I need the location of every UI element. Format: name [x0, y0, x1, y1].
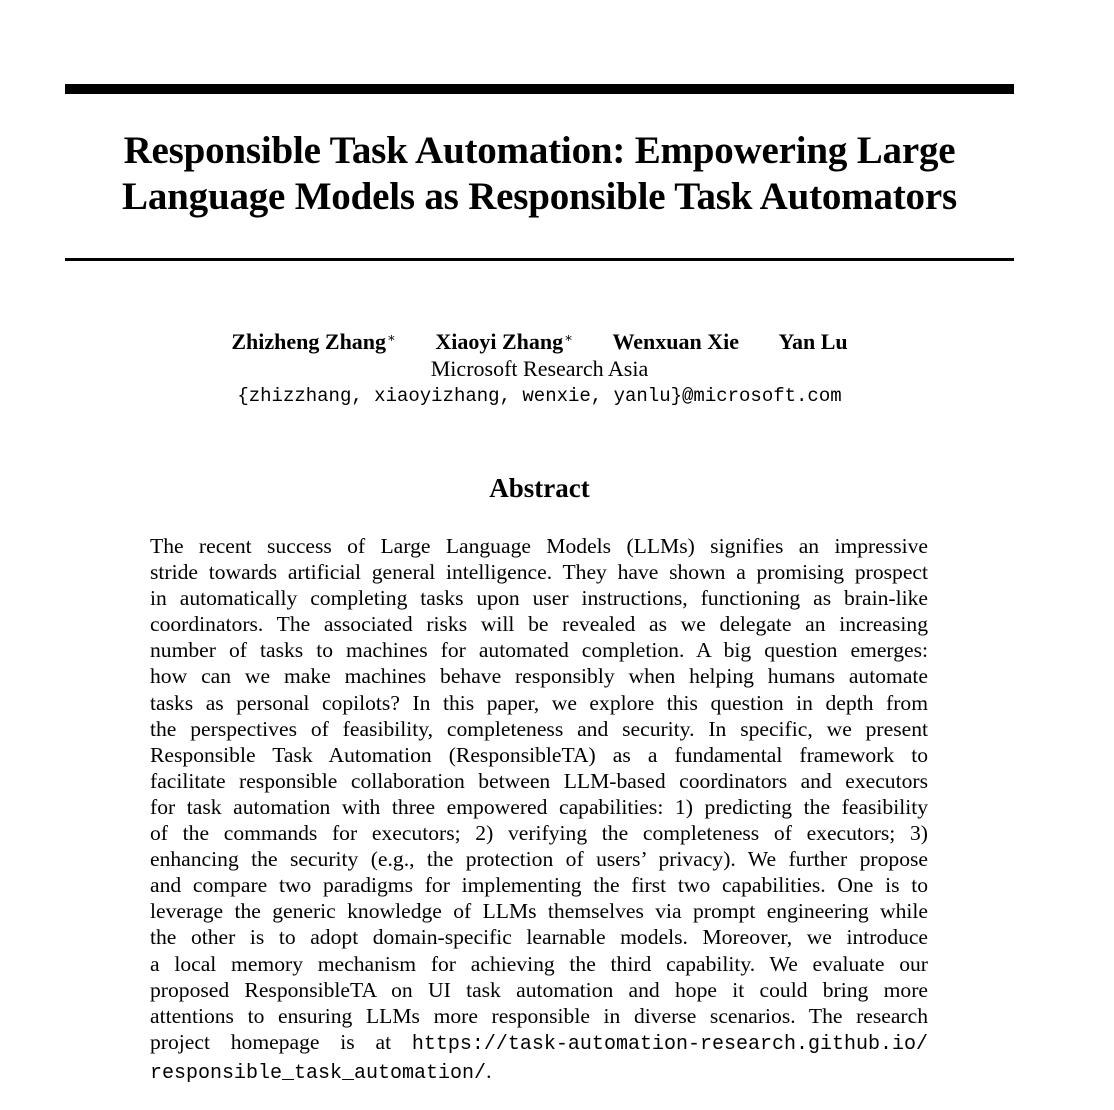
author-name: Yan Lu	[778, 329, 848, 354]
author	[435, 324, 573, 356]
title-bottom-rule	[65, 258, 1014, 261]
title-line: Language Models as Responsible Task Automators	[122, 175, 957, 218]
equal-contribution-mark: ∗	[387, 330, 396, 345]
equal-contribution-mark: ∗	[564, 330, 573, 345]
abstract-body	[150, 533, 928, 1087]
author	[231, 324, 396, 356]
abstract-line: Responsible Task Automation (ResponsibleTA) as a fundamental framework to	[150, 742, 928, 767]
homepage-url-part1[interactable]: https://task-automation-research.github.io/	[411, 1032, 928, 1056]
abstract-line: for task automation with three empowered capabilities: 1) predicting the feasibility	[150, 794, 928, 819]
author-name: Zhizheng Zhang	[231, 329, 387, 354]
abstract-line: number of tasks to machines for automated completion. A big question emerges:	[150, 638, 928, 663]
author	[779, 328, 848, 356]
abstract-line: in automatically completing tasks upon user instructions, functioning as brain-like	[150, 586, 928, 611]
author	[613, 328, 740, 356]
abstract-line	[150, 1029, 928, 1058]
abstract-period: .	[486, 1058, 492, 1083]
abstract-line: a local memory mechanism for achieving the third capability. We evaluate our	[150, 951, 928, 976]
homepage-url-part2[interactable]: responsible_task_automation/	[150, 1061, 487, 1085]
author-block	[65, 324, 1014, 410]
homepage-intro-text: project homepage is at	[150, 1029, 392, 1054]
abstract-line: stride towards artificial general intelligence. They have shown a promising prospect	[150, 560, 928, 585]
abstract-line: coordinators. The associated risks will be revealed as we delegate an increasing	[150, 612, 928, 637]
top-rule	[65, 84, 1014, 94]
paper-title	[65, 128, 1014, 220]
abstract-line: facilitate responsible collaboration between LLM-based coordinators and executors	[150, 768, 928, 793]
author-name: Xiaoyi Zhang	[435, 329, 564, 354]
abstract-line: how can we make machines behave responsibly when helping humans automate	[150, 664, 928, 689]
abstract-line: The recent success of Large Language Models (LLMs) signifies an impressive	[150, 534, 928, 558]
author-name: Wenxuan Xie	[612, 329, 740, 354]
author-emails[interactable]: {zhizzhang, xiaoyizhang, wenxie, yanlu}@microsoft.com	[237, 385, 842, 407]
abstract-line: and compare two paradigms for implementing the first two capabilities. One is to	[150, 873, 928, 898]
abstract-line: the perspectives of feasibility, completeness and security. In specific, we present	[150, 716, 928, 741]
abstract-line	[150, 1058, 928, 1087]
abstract-line: attentions to ensuring LLMs more responsible in diverse scenarios. The research	[150, 1003, 928, 1028]
abstract-line: tasks as personal copilots? In this paper, we explore this question in depth from	[150, 690, 928, 715]
abstract-line: leverage the generic knowledge of LLMs themselves via prompt engineering while	[150, 899, 928, 924]
title-line: Responsible Task Automation: Empowering Large	[123, 129, 956, 172]
abstract-line: enhancing the security (e.g., the protection of users’ privacy). We further propose	[150, 847, 928, 872]
abstract-line: of the commands for executors; 2) verifying the completeness of executors; 3)	[150, 821, 928, 846]
author-list	[65, 324, 1014, 356]
affiliation: Microsoft Research Asia	[430, 356, 649, 381]
abstract-line: proposed ResponsibleTA on UI task automation and hope it could bring more	[150, 977, 928, 1002]
abstract-heading: Abstract	[489, 473, 590, 503]
abstract-line: the other is to adopt domain-specific learnable models. Moreover, we introduce	[150, 925, 928, 950]
